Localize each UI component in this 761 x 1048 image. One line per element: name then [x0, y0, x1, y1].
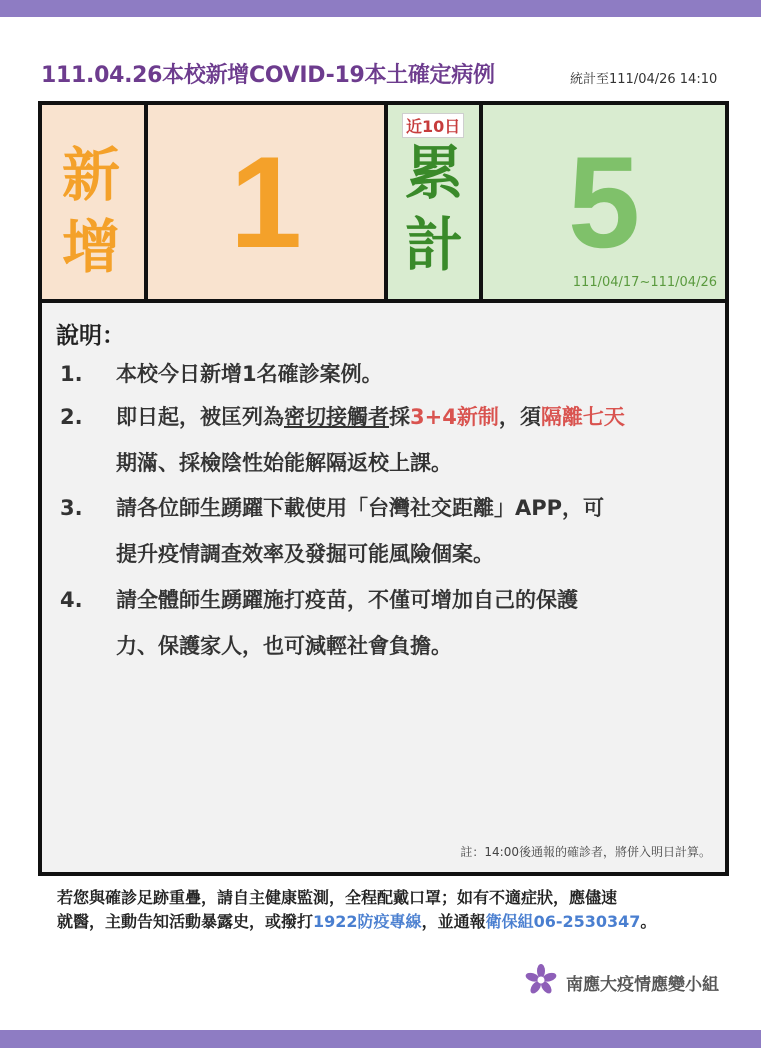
stats-board [38, 101, 729, 876]
page-title: 111.04.26本校新增COVID-19本土確定病例 [41, 63, 495, 88]
new-cases-count: 1 [229, 129, 303, 275]
description-title: 說明： [56, 323, 125, 349]
new-cases-label: 新增 [61, 141, 120, 281]
hotline-link[interactable]: 1922防疫專線 [313, 912, 422, 931]
org-name: 南應大疫情應變小組 [566, 974, 719, 995]
cumulative-label-cell [388, 105, 479, 299]
description-panel: 說明： 1. 本校今日新增1名確診案例。 2. 即日起，被匡列為密切接觸者採3+4新制，須隔離七天 期滿、採檢陰性始能解隔返校上課。 3. 請各位師生踴躍下載使用「台灣社交距離」APP，可 提升疫情調查效率及發掘可能風險個案。 4. 請全體師生踴躍施打疫苗，不僅可增加自己的保護 力、保護家人，也可減輕社會負擔。 註：14:00後通報的確診者，將併入明日計算。 [42, 303, 725, 872]
new-cases-label-cell [42, 105, 144, 299]
footer-notice: 若您與確診足跡重疊，請自主健康監測，全程配戴口罩；如有不適症狀，應儘速 就醫，主動告知活動暴露史，或撥打1922防疫專線，並通報衛保組06-2530347。 [57, 888, 657, 931]
org-signature [524, 965, 719, 999]
cumulative-count-cell [483, 105, 725, 299]
new-cases-count-cell [148, 105, 384, 299]
stat-timestamp: 統計至111/04/26 14:10 [570, 72, 718, 87]
cumulative-label: 累計 [404, 139, 463, 279]
flower-logo-icon [524, 963, 558, 1001]
cumulative-count: 5 [567, 129, 641, 275]
health-unit-contact[interactable]: 衛保組06-2530347 [485, 912, 641, 931]
bottom-purple-bar [0, 1030, 761, 1048]
recent-days-badge: 近10日 [402, 113, 464, 138]
date-range: 111/04/17~111/04/26 [572, 275, 717, 290]
top-purple-bar [0, 0, 761, 17]
footnote: 註：14:00後通報的確診者，將併入明日計算。 [460, 845, 711, 859]
